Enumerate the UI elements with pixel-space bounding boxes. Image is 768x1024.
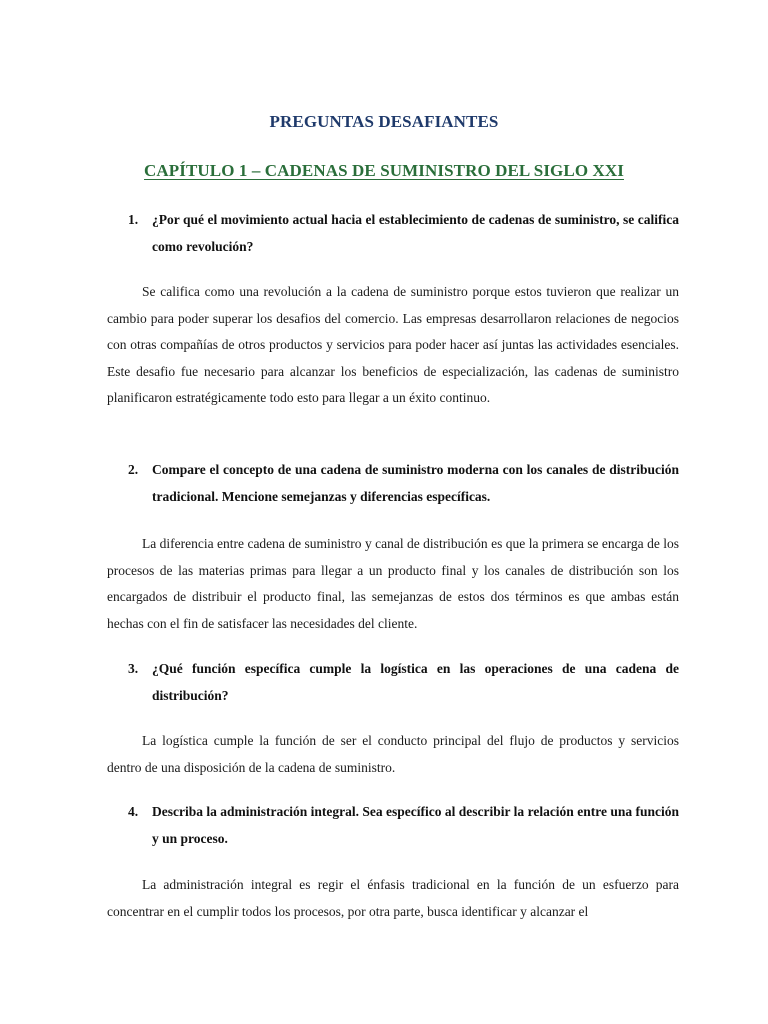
question-3	[128, 656, 679, 709]
question-4	[128, 799, 679, 852]
document-title: PREGUNTAS DESAFIANTES	[269, 112, 499, 131]
question-1	[128, 207, 679, 260]
question-text: Describa la administración integral. Sea específico al describir la relación entre una función y un proceso.	[152, 804, 679, 846]
question-number: 1.	[128, 212, 139, 227]
answer-4: La administración integral es regir el énfasis tradicional en la función de un esfuerzo para concentrar en el cumplir todos los procesos, por otra parte, busca identificar y alcanzar el	[107, 877, 679, 919]
chapter-heading: CAPÍTULO 1 – CADENAS DE SUMINISTRO DEL SIGLO XXI	[144, 161, 624, 180]
answer-3: La logística cumple la función de ser el conducto principal del flujo de productos y servicios dentro de una disposición de la cadena de suministro.	[107, 733, 679, 775]
question-number: 3.	[128, 661, 139, 676]
question-number: 4.	[128, 804, 139, 819]
answer-1: Se califica como una revolución a la cadena de suministro porque estos tuvieron que realizar un cambio para poder superar los desafios del comercio. Las empresas desarrollaron relaciones de negocios con otras compañías de otros productos y servicios para poder hacer así juntas las actividades esenciales. Este desafio fue necesario para alcanzar los beneficios de especialización, las cadenas de suministro planificaron estratégicamente todo esto para llegar a un éxito continuo.	[107, 284, 679, 405]
answer-2: La diferencia entre cadena de suministro y canal de distribución es que la primera se encarga de los procesos de las materias primas para llegar a un producto final y los canales de distribución son los encargados de distribuir el producto final, las semejanzas de estos dos términos es que ambas están hechas con el fin de satisfacer las necesidades del cliente.	[107, 536, 679, 631]
question-text: ¿Por qué el movimiento actual hacia el establecimiento de cadenas de suministro, se califica como revolución?	[152, 212, 679, 254]
question-text: ¿Qué función específica cumple la logística en las operaciones de una cadena de distribución?	[152, 661, 679, 703]
question-number: 2.	[128, 462, 139, 477]
question-text: Compare el concepto de una cadena de suministro moderna con los canales de distribución tradicional. Mencione semejanzas y diferencias específicas.	[152, 462, 679, 504]
question-2	[128, 457, 679, 510]
